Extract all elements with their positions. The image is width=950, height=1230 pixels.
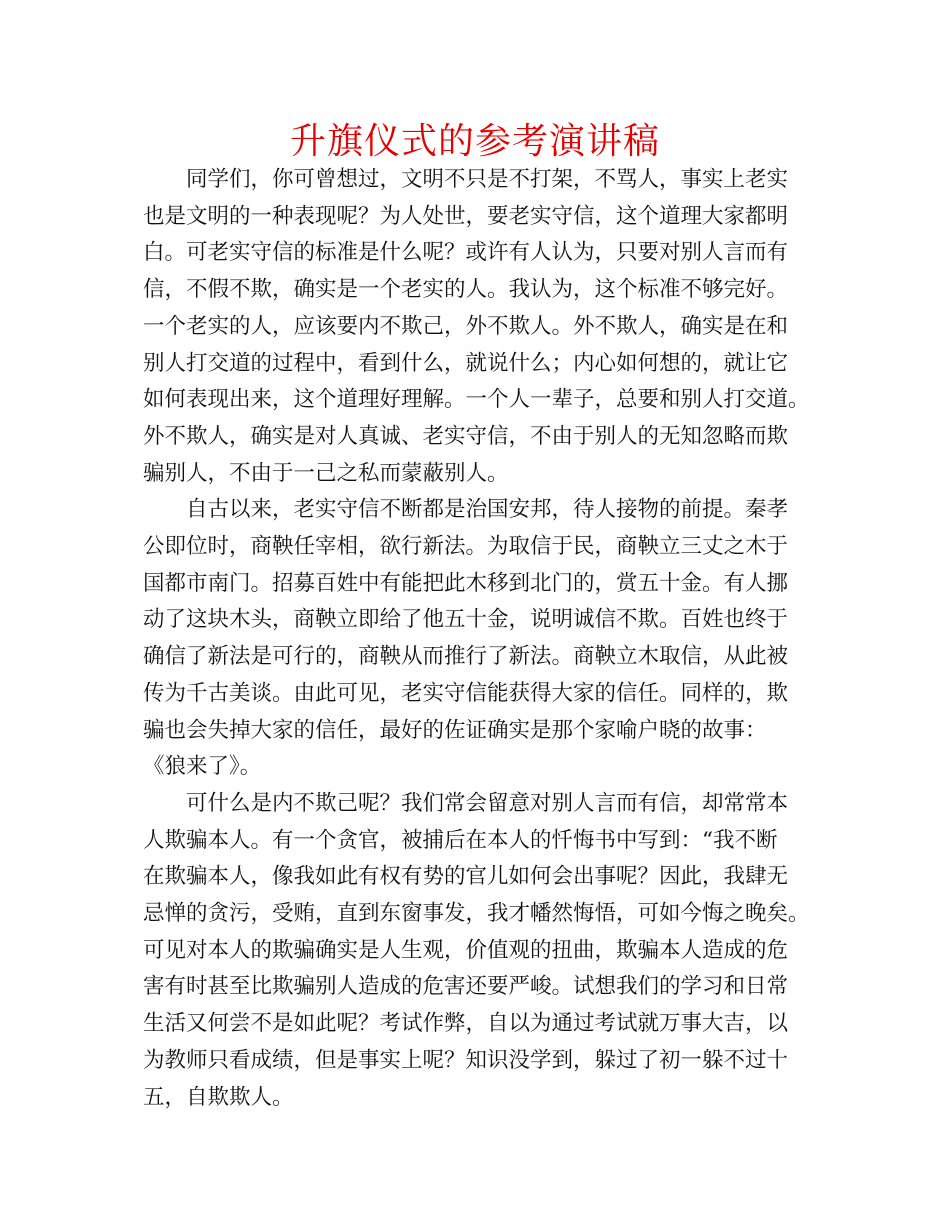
paragraph-line: 别人打交道的过程中，看到什么，就说什么；内心如何想的，就让它: [143, 350, 789, 376]
paragraph-line: 生活又何尝不是如此呢？考试作弊，自以为通过考试就万事大吉，以: [143, 1011, 789, 1037]
paragraph-first-line: 可什么是内不欺己呢？我们常会留意对别人言而有信，却常常本: [186, 790, 789, 816]
paragraph-line: 确信了新法是可行的，商鞅从而推行了新法。商鞅立木取信，从此被: [143, 644, 789, 670]
paragraph-line: 人欺骗本人。有一个贪官，被捕后在本人的忏悔书中写到：“我不断: [143, 827, 778, 853]
paragraph-line: 国都市南门。招募百姓中有能把此木移到北门的，赏五十金。有人挪: [143, 570, 789, 596]
paragraph-first-line: 同学们，你可曾想过，文明不只是不打架，不骂人，事实上老实: [186, 167, 789, 192]
paragraph-line: 如何表现出来，这个道理好理解。一个人一辈子，总要和别人打交道。: [143, 387, 810, 413]
paragraph-line: 也是文明的一种表现呢？为人处世，要老实守信，这个道理大家都明: [143, 203, 789, 229]
page-title: 升旗仪式的参考演讲稿: [289, 121, 660, 162]
paragraph-line: 忌惮的贪污，受贿，直到东窗事发，我才幡然悔悟，可如今悔之晚矣。: [143, 901, 810, 926]
paragraph-line: 为教师只看成绩，但是事实上呢？知识没学到，躲过了初一躲不过十: [143, 1047, 789, 1073]
paragraph-line: 一个老实的人，应该要内不欺己，外不欺人。外不欺人，确实是在和: [143, 313, 789, 339]
paragraph-line: 五，自欺欺人。: [143, 1084, 294, 1110]
paragraph-line: 公即位时，商鞅任宰相，欲行新法。为取信于民，商鞅立三丈之木于: [143, 534, 789, 559]
paragraph-line: 可见对本人的欺骗确实是人生观，价值观的扭曲，欺骗本人造成的危: [143, 937, 789, 963]
paragraph-line: 骗也会失掉大家的信任，最好的佐证确实是那个家喻户晓的故事：: [143, 717, 767, 743]
paragraph-line: 在欺骗本人，像我如此有权有势的官儿如何会出事呢？因此，我肆无: [143, 864, 789, 890]
paragraph-line: 害有时甚至比欺骗别人造成的危害还要严峻。试想我们的学习和日常: [143, 974, 789, 1000]
paragraph-line: 外不欺人，确实是对人真诚、老实守信，不由于别人的无知忽略而欺: [143, 423, 789, 449]
paragraph-line: 传为千古美谈。由此可见，老实守信能获得大家的信任。同样的，欺: [143, 680, 789, 706]
paragraph-line: 白。可老实守信的标准是什么呢？或许有人认为，只要对别人言而有: [143, 240, 789, 266]
paragraph-line: 动了这块木头，商鞅立即给了他五十金，说明诚信不欺。百姓也终于: [143, 607, 789, 633]
paragraph-line: 《狼来了》。: [143, 754, 262, 780]
paragraph-first-line: 自古以来，老实守信不断都是治国安邦，待人接物的前提。秦孝: [186, 497, 789, 523]
paragraph-line: 骗别人，不由于一己之私而蒙蔽别人。: [143, 460, 509, 486]
paragraph-line: 信，不假不欺，确实是一个老实的人。我认为，这个标准不够完好。: [143, 277, 789, 303]
